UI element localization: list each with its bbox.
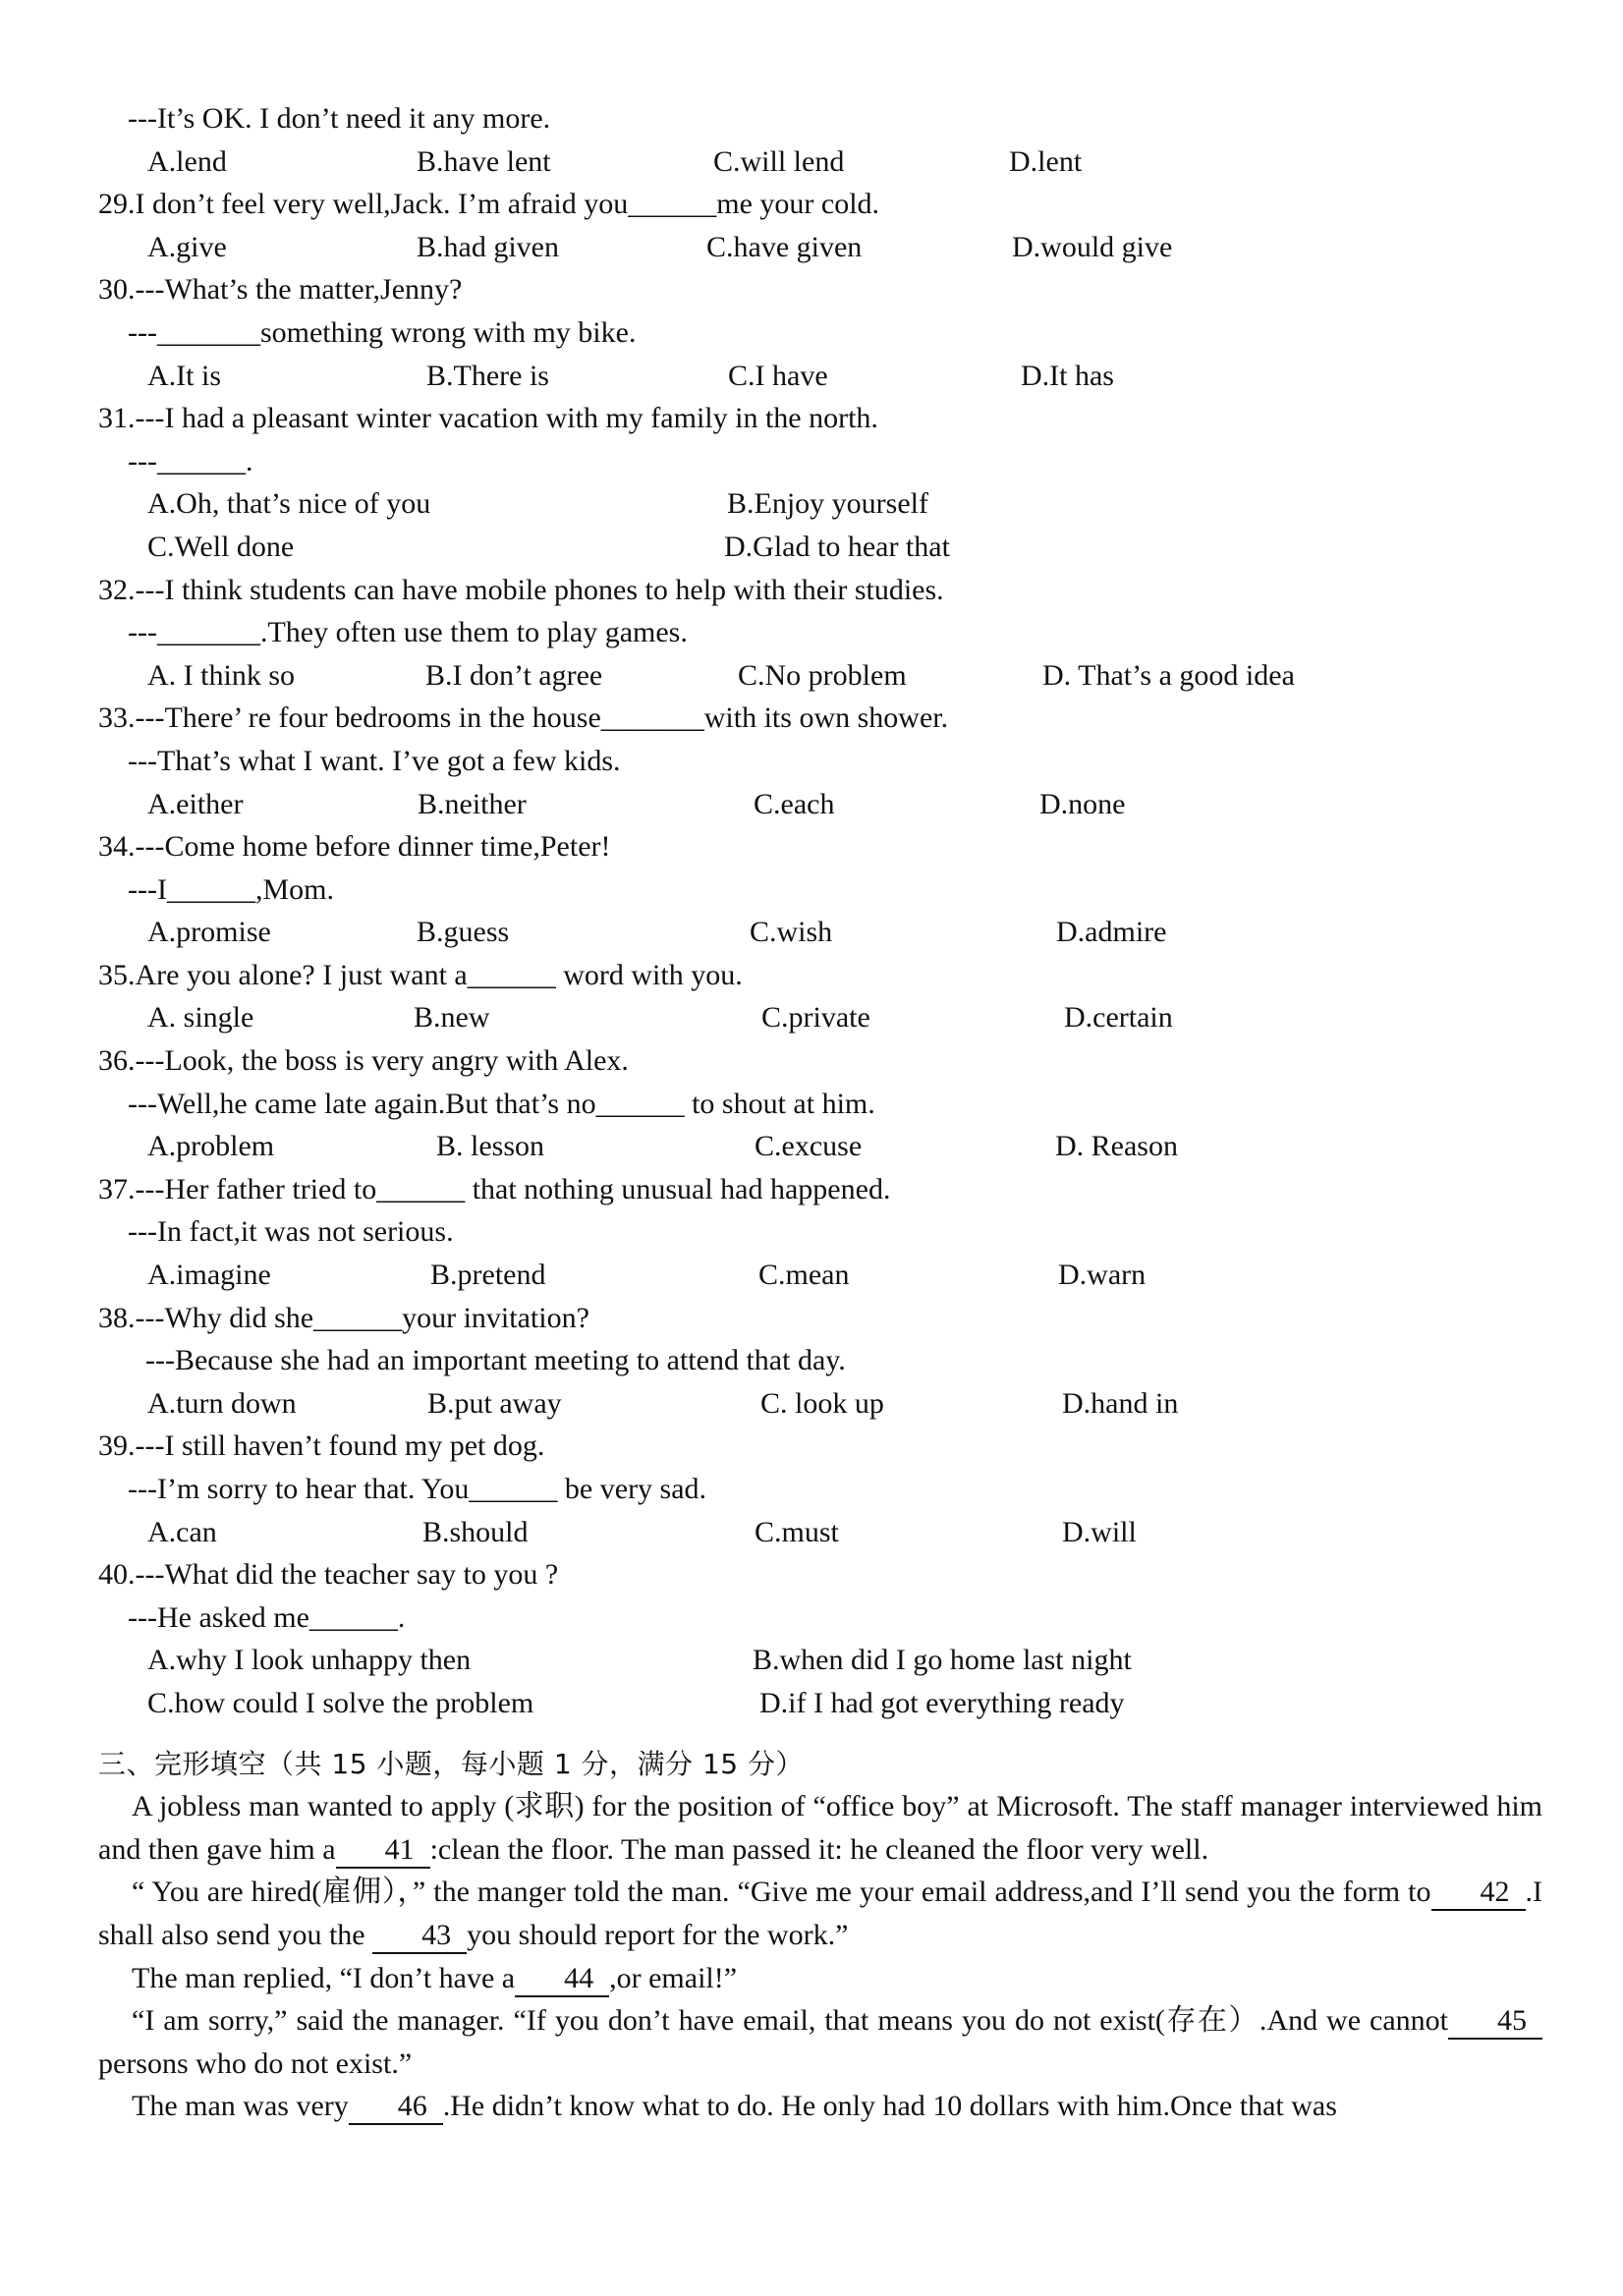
blank-46[interactable]: 46 <box>349 2090 443 2125</box>
option-b: B.have lent <box>417 144 551 178</box>
option-a: A.It is <box>147 359 221 392</box>
cloze-paragraph-3: The man replied, “I don’t have a 44 ,or email!” <box>98 1957 1542 2000</box>
q40-options-row1 <box>98 1639 1542 1682</box>
option-a: A.lend <box>147 144 227 178</box>
option-c: C.have given <box>706 230 863 263</box>
q30-reply: ---_______something wrong with my bike. <box>128 315 637 349</box>
q40-options-row2 <box>98 1682 1542 1725</box>
option-b: B.had given <box>417 230 559 263</box>
option-d: D. Reason <box>1055 1130 1178 1163</box>
option-d: D.warn <box>1058 1259 1147 1292</box>
q39-stem: 39.---I still haven’t found my pet dog. <box>98 1429 545 1463</box>
q33-reply: ---That’s what I want. I’ve got a few kids. <box>128 744 621 777</box>
option-a: A.can <box>147 1515 217 1548</box>
option-b: B.I don’t agree <box>425 658 603 692</box>
section-title: 三、完形填空（共 15 小题，每小题 1 分，满分 15 分） <box>98 1747 804 1780</box>
blank-45[interactable]: 45 <box>1448 2004 1542 2040</box>
option-b: B.Enjoy yourself <box>727 487 928 521</box>
option-d: D.if I had got everything ready <box>759 1686 1125 1719</box>
option-a: A.either <box>147 787 244 820</box>
cloze-paragraph-1: A jobless man wanted to apply (求职) for the position of “office boy” at Microsoft. The staff manager interviewed him and then gave him a 41 :clean the floor. The man passed it: he cleaned the floor very well. <box>98 1785 1542 1871</box>
option-b: B. lesson <box>436 1130 545 1163</box>
option-d: D.certain <box>1064 1001 1173 1035</box>
q38-stem: 38.---Why did she______your invitation? <box>98 1301 589 1334</box>
option-c: C.wish <box>750 916 833 949</box>
q31-reply: ---______. <box>128 444 253 477</box>
option-c: C. look up <box>760 1386 884 1420</box>
cloze-paragraph-4: “I am sorry,” said the manager. “If you don’t have email, that means you do not exist(存在）.And we cannot 45persons who do not exist.” <box>98 1999 1542 2085</box>
option-d: D.Glad to hear that <box>724 530 950 563</box>
option-b: B.There is <box>426 359 549 392</box>
option-d: D.admire <box>1056 916 1167 949</box>
option-c: C.each <box>754 787 835 820</box>
blank-41[interactable]: 41 <box>336 1833 430 1869</box>
option-c: C.how could I solve the problem <box>147 1686 534 1719</box>
option-a: A.promise <box>147 916 271 949</box>
option-c: C.will lend <box>713 144 845 178</box>
q32-reply: ---_______.They often use them to play games. <box>128 616 688 649</box>
q35-stem: 35.Are you alone? I just want a______ word with you. <box>98 958 743 991</box>
q31-options-row1 <box>98 482 1542 526</box>
q30-stem: 30.---What’s the matter,Jenny? <box>98 273 463 307</box>
cloze-paragraph-5: The man was very 46 .He didn’t know what to do. He only had 10 dollars with him.Once that was <box>98 2085 1542 2128</box>
option-b: B.pretend <box>430 1259 546 1292</box>
option-c: C.must <box>755 1515 839 1548</box>
q30-options <box>98 355 1542 398</box>
cloze-paragraph-2: “ You are hired(雇佣），” the manger told the man. “Give me your email address,and I’ll send you the form to 42 .I shall also send you the 43 you should report for the work.” <box>98 1871 1542 1956</box>
option-c: C.mean <box>758 1259 850 1292</box>
option-b: B.put away <box>427 1386 562 1420</box>
option-b: B.should <box>422 1515 529 1548</box>
option-b: B.new <box>414 1001 490 1035</box>
option-b: B.when did I go home last night <box>753 1644 1132 1677</box>
option-a: A.turn down <box>147 1386 297 1420</box>
q28-options <box>98 140 1542 184</box>
option-a: A.imagine <box>147 1259 271 1292</box>
option-c: C.excuse <box>755 1130 863 1163</box>
q29-options <box>98 226 1542 269</box>
option-b: B.guess <box>417 916 510 949</box>
option-d: D.would give <box>1012 230 1173 263</box>
q31-options-row2 <box>98 526 1542 569</box>
q38-reply: ---Because she had an important meeting to attend that day. <box>145 1344 846 1377</box>
option-a: A. single <box>147 1001 254 1035</box>
q38-options <box>98 1382 1542 1426</box>
q37-options <box>98 1254 1542 1297</box>
q40-stem: 40.---What did the teacher say to you ? <box>98 1558 559 1592</box>
option-c: C.I have <box>728 359 828 392</box>
option-c: C.No problem <box>738 658 907 692</box>
q39-options <box>98 1511 1542 1554</box>
q31-stem: 31.---I had a pleasant winter vacation with my family in the north. <box>98 402 878 435</box>
q33-options <box>98 783 1542 826</box>
cloze-passage <box>98 1785 1542 2128</box>
option-d: D.none <box>1039 787 1126 820</box>
q28-reply: ---It’s OK. I don’t need it any more. <box>128 102 551 135</box>
q32-stem: 32.---I think students can have mobile phones to help with their studies. <box>98 573 944 606</box>
q36-reply: ---Well,he came late again.But that’s no______ to shout at him. <box>128 1087 875 1120</box>
option-c: C.Well done <box>147 530 295 563</box>
q34-stem: 34.---Come home before dinner time,Peter! <box>98 830 611 864</box>
option-d: D.will <box>1062 1515 1137 1548</box>
option-d: D. That’s a good idea <box>1042 658 1295 692</box>
blank-42[interactable]: 42 <box>1431 1876 1526 1911</box>
q35-options <box>98 996 1542 1039</box>
q36-stem: 36.---Look, the boss is very angry with Alex. <box>98 1044 629 1078</box>
q37-reply: ---In fact,it was not serious. <box>128 1215 454 1249</box>
option-c: C.private <box>761 1001 870 1035</box>
option-a: A.give <box>147 230 227 263</box>
blank-44[interactable]: 44 <box>515 1962 609 1997</box>
option-b: B.neither <box>418 787 527 820</box>
option-d: D.lent <box>1009 144 1083 178</box>
q29-stem: 29.I don’t feel very well,Jack. I’m afraid you______me your cold. <box>98 188 880 221</box>
option-a: A. I think so <box>147 658 295 692</box>
q32-options <box>98 654 1542 698</box>
question-list <box>98 97 1542 2128</box>
blank-43[interactable]: 43 <box>372 1919 467 1954</box>
q34-reply: ---I______,Mom. <box>128 872 334 906</box>
q34-options <box>98 911 1542 954</box>
q37-stem: 37.---Her father tried to______ that nothing unusual had happened. <box>98 1172 891 1205</box>
option-d: D.hand in <box>1062 1386 1179 1420</box>
q40-reply: ---He asked me______. <box>128 1600 406 1634</box>
option-a: A.problem <box>147 1130 275 1163</box>
q39-reply: ---I’m sorry to hear that. You______ be very sad. <box>128 1473 707 1505</box>
option-d: D.It has <box>1021 359 1114 392</box>
option-a: A.Oh, that’s nice of you <box>147 487 431 521</box>
q36-options <box>98 1125 1542 1168</box>
q33-stem: 33.---There’ re four bedrooms in the house_______with its own shower. <box>98 701 949 735</box>
section-gap <box>98 1725 1542 1743</box>
option-a: A.why I look unhappy then <box>147 1644 472 1677</box>
